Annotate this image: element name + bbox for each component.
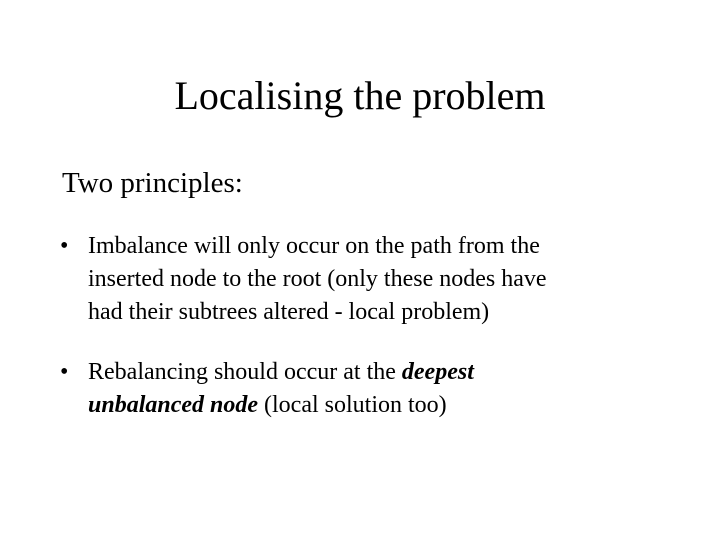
- bullet-text-line: [88, 389, 680, 422]
- emphasis-text: unbalanced node: [88, 392, 259, 418]
- emphasis-text: deepest: [401, 359, 474, 385]
- slide-title: Localising the problem: [174, 73, 546, 118]
- bullet-item-rebalancing: [60, 356, 680, 422]
- bullet-item-imbalance: [60, 230, 680, 329]
- bullet-text-line: had their subtrees altered - local problem): [88, 299, 490, 325]
- bullet-text-line: inserted node to the root (only these nodes have: [88, 266, 547, 292]
- bullet-text: (local solution too): [258, 392, 447, 418]
- bullet-list: [60, 230, 680, 422]
- bullet-text-line: Imbalance will only occur on the path from the: [88, 233, 540, 259]
- slide-subheading: Two principles:: [62, 167, 243, 199]
- bullet-point-icon: •: [60, 359, 69, 385]
- bullet-text: Rebalancing should occur at the: [88, 359, 402, 385]
- bullet-text-line: [88, 356, 680, 389]
- bullet-point-icon: •: [60, 233, 69, 259]
